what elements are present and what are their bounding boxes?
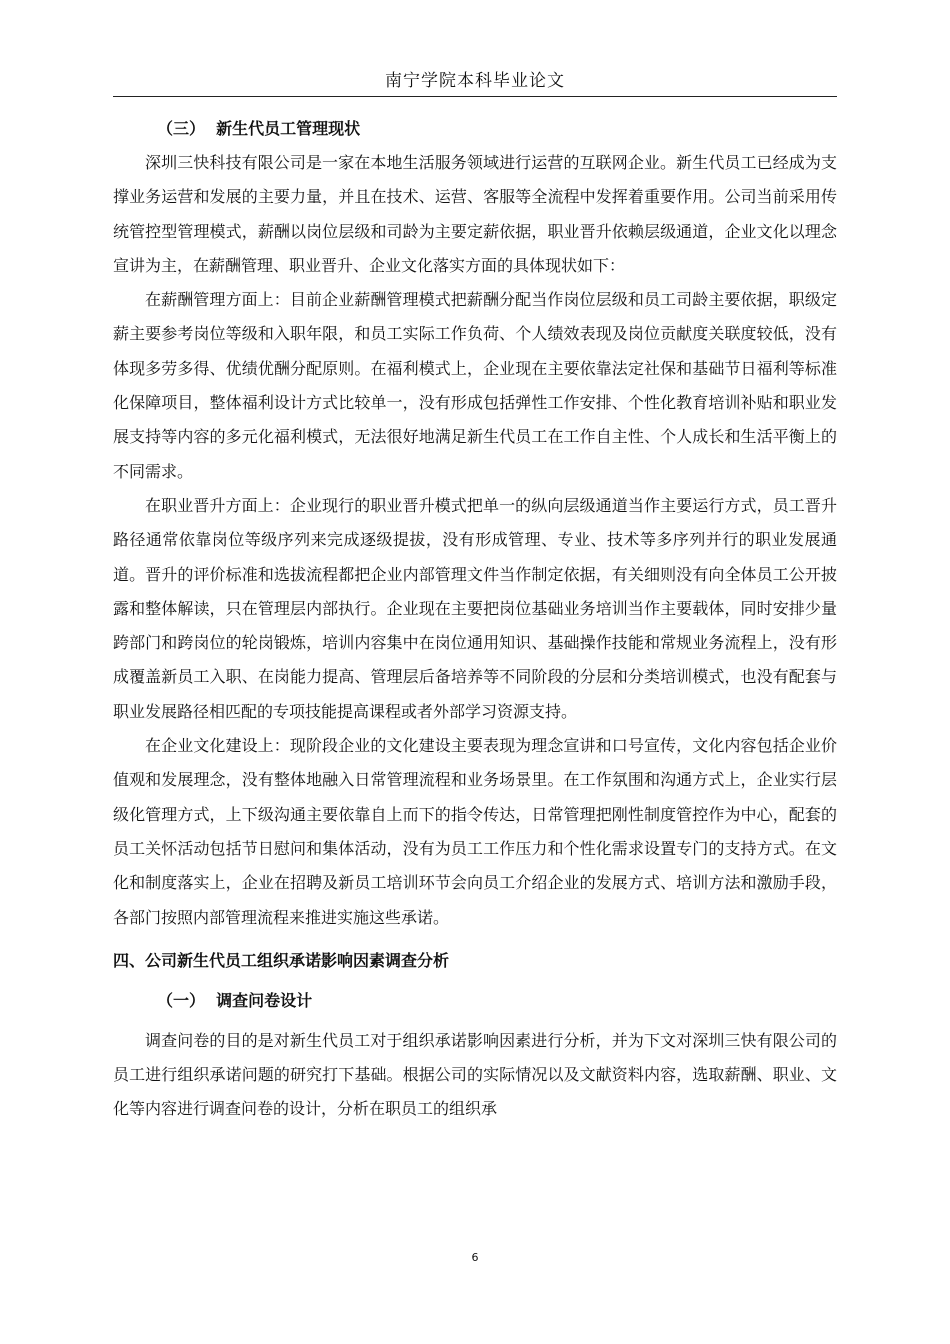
section-heading-4-1: （一） 调查问卷设计 xyxy=(157,990,313,1010)
paragraph-culture: 在企业文化建设上：现阶段企业的文化建设主要表现为理念宣讲和口号宣传，文化内容包括企业价值观和发展理念，没有整体地融入日常管理流程和业务场景里。在工作氛围和沟通方式上，企业实行层级化管理方式，上下级沟通主要依靠自上而下的指令传达，日常管理把刚性制度管控作为中心，配套的员工关怀活动包括节日慰问和集体活动，没有为员工工作压力和个性化需求设置专门的支持方式。在文化和制度落实上，企业在招聘及新员工培训环节会向员工介绍企业的发展方式、培训方法和激励手段，各部门按照内部管理流程来推进实施这些承诺。 xyxy=(113,736,837,927)
running-header-title: 南宁学院本科毕业论文 xyxy=(385,71,565,91)
section-heading-3: （三） 新生代员工管理现状 xyxy=(157,119,361,138)
chapter-heading-4: 四、公司新生代员工组织承诺影响因素调查分析 xyxy=(113,950,450,970)
header-divider xyxy=(113,96,837,97)
paragraph-promotion: 在职业晋升方面上：企业现行的职业晋升模式把单一的纵向层级通道当作主要运行方式，员工晋升路径通常依靠岗位等级序列来完成逐级提拔，没有形成管理、专业、技术等多序列并行的职业发展通道。晋升的评价标准和选拔流程都把企业内部管理文件当作制定依据，有关细则没有向全体员工公开披露和整体解读，只在管理层内部执行。企业现在主要把岗位基础业务培训当作主要载体，同时安排少量跨部门和跨岗位的轮岗锻炼，培训内容集中在岗位通用知识、基础操作技能和常规业务流程上，没有形成覆盖新员工入职、在岗能力提高、管理层后备培养等不同阶段的分层和分类培训模式，也没有配套与职业发展路径相匹配的专项技能提高课程或者外部学习资源支持。 xyxy=(113,495,837,721)
page-number: 6 xyxy=(471,1251,479,1264)
document-body xyxy=(113,112,837,1127)
paragraph-salary: 在薪酬管理方面上：目前企业薪酬管理模式把薪酬分配当作岗位层级和员工司龄主要依据，职级定薪主要参考岗位等级和入职年限，和员工实际工作负荷、个人绩效表现及岗位贡献度关联度较低，没有体现多劳多得、优绩优酬分配原则。在福利模式上，企业现在主要依靠法定社保和基础节日福利等标准化保障项目，整体福利设计方式比较单一，没有形成包括弹性工作安排、个性化教育培训补贴和职业发展支持等内容的多元化福利模式，无法很好地满足新生代员工在工作自主性、个人成长和生活平衡上的不同需求。 xyxy=(113,290,837,481)
paragraph-overview: 深圳三快科技有限公司是一家在本地生活服务领域进行运营的互联网企业。新生代员工已经成为支撑业务运营和发展的主要力量，并且在技术、运营、客服等全流程中发挥着重要作用。公司当前采用传统管控型管理模式，薪酬以岗位层级和司龄为主要定薪依据，职业晋升依赖层级通道，企业文化以理念宣讲为主，在薪酬管理、职业晋升、企业文化落实方面的具体现状如下： xyxy=(113,153,837,275)
paragraph-survey-design: 调查问卷的目的是对新生代员工对于组织承诺影响因素进行分析，并为下文对深圳三快有限公司的员工进行组织承诺问题的研究打下基础。根据公司的实际情况以及文献资料内容，选取薪酬、职业、文化等内容进行调查问卷的设计，分析在职员工的组织承 xyxy=(113,1030,837,1119)
